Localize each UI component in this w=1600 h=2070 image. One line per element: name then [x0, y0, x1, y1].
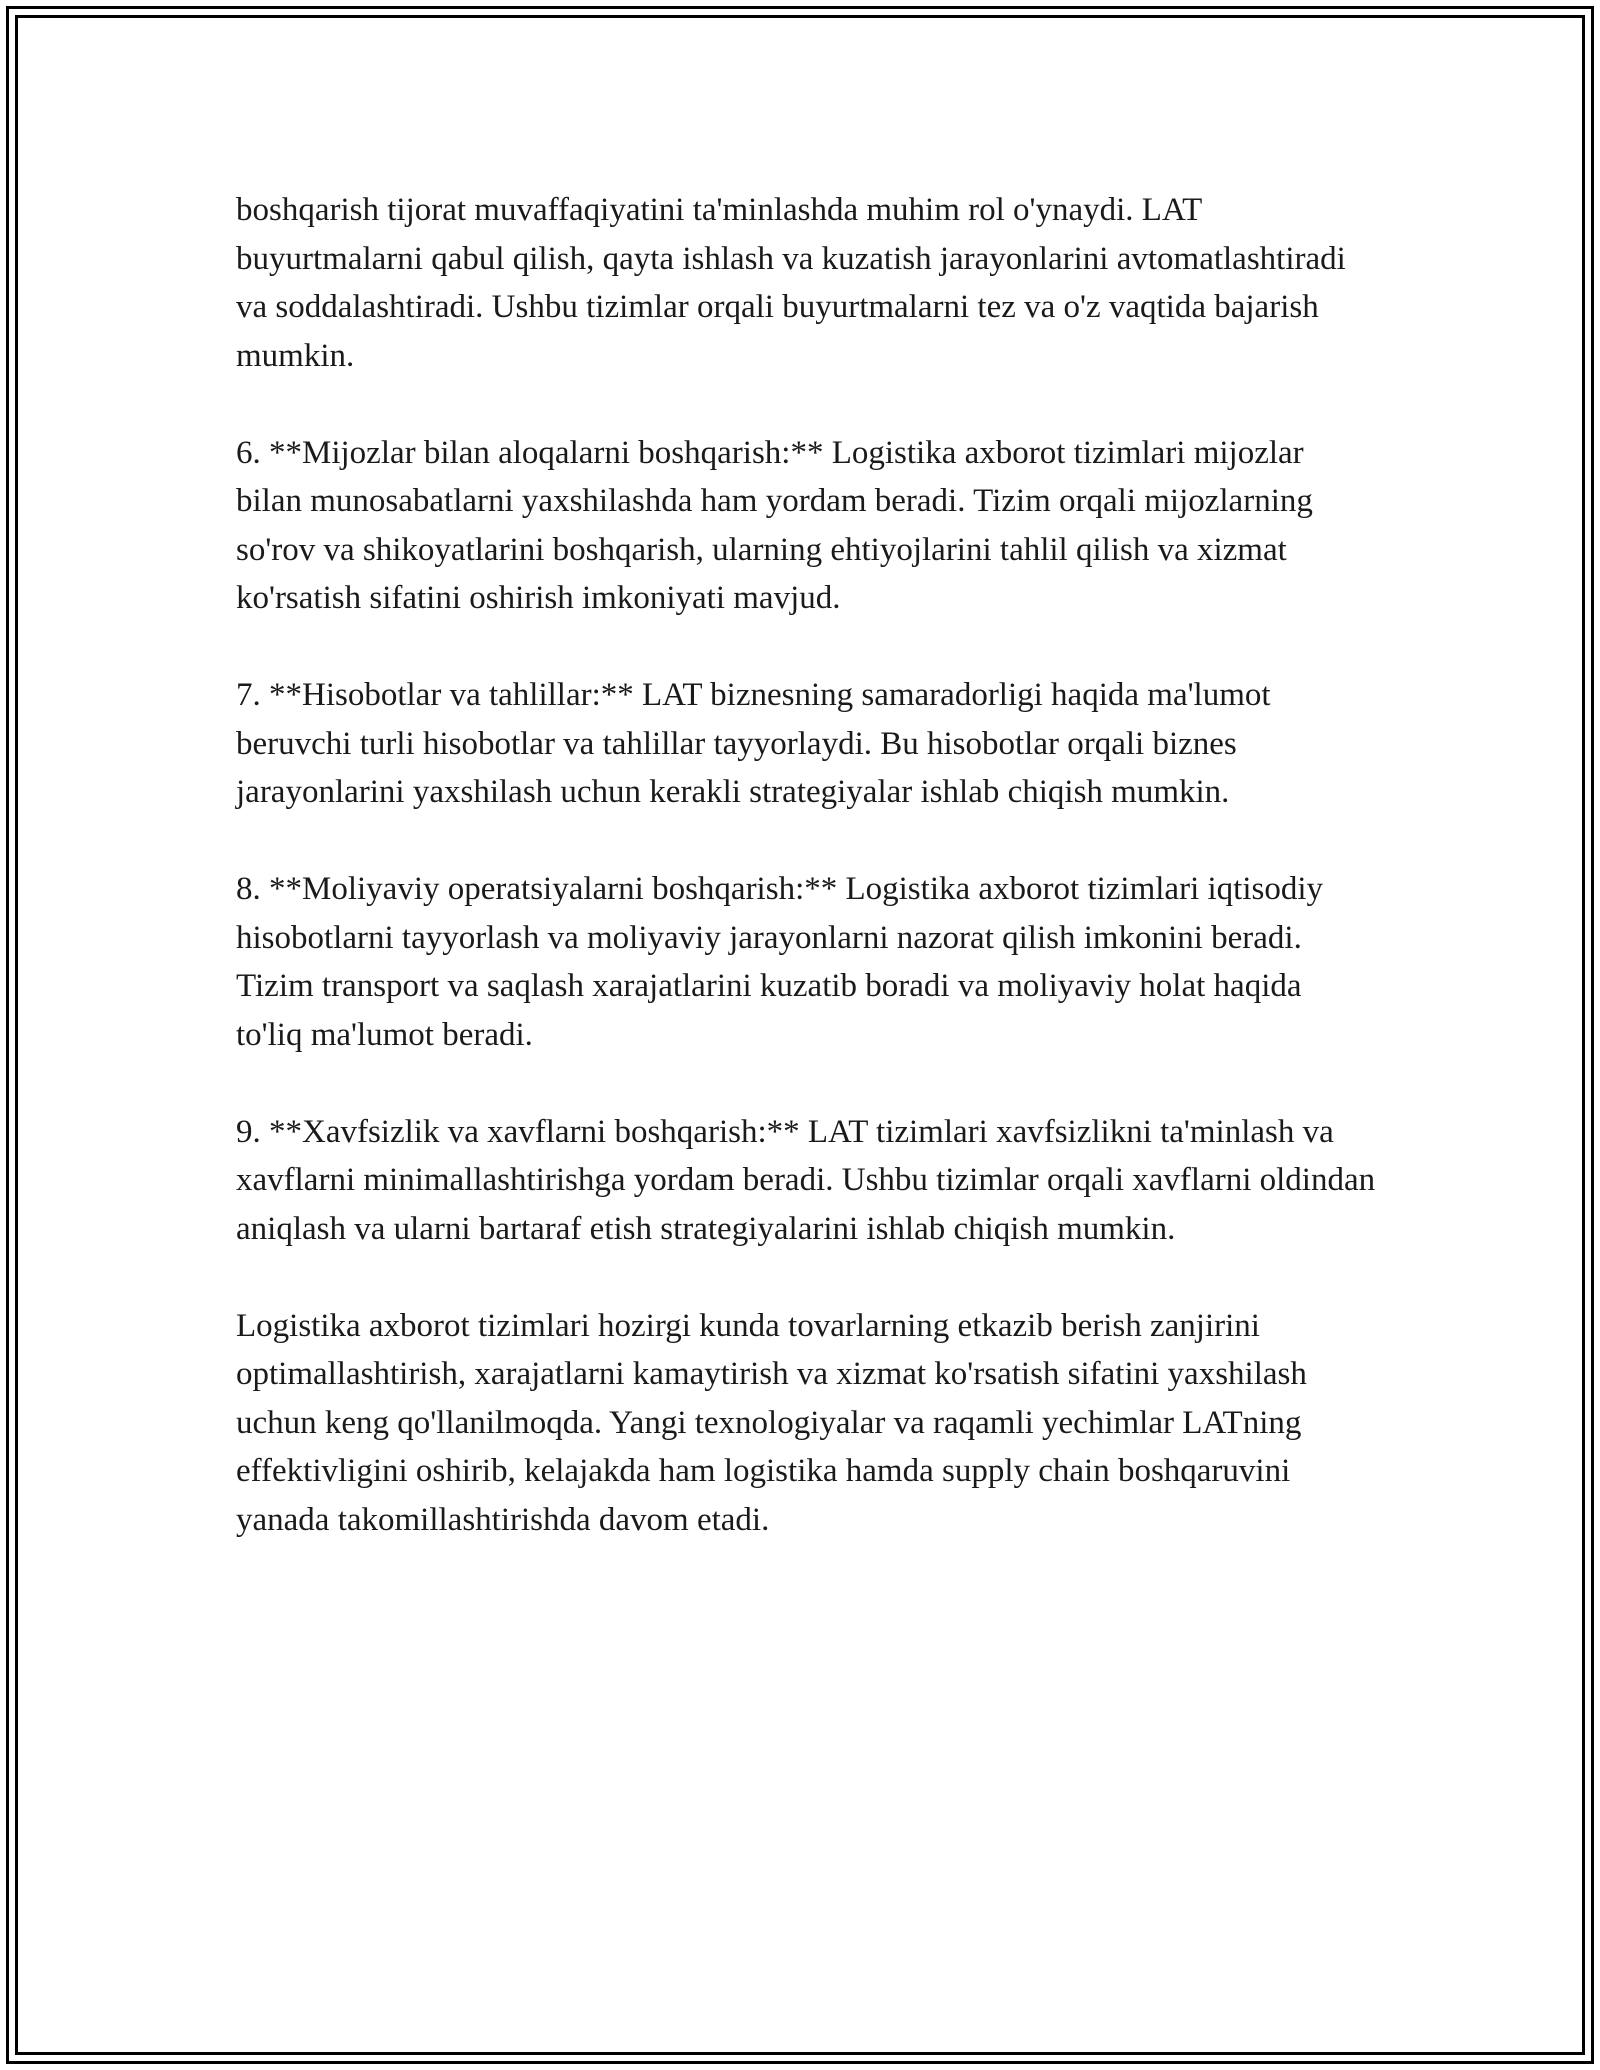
paragraph-financial-operations: 8. **Moliyaviy operatsiyalarni boshqarish:** Logistika axborot tizimlari iqtisodiy hisobotlarni tayyorlash va moliyaviy jarayonlarni nazorat qilish imkonini beradi. Tizim transport va saqlash xarajatlarini kuzatib boradi va moliyaviy holat haqida to'liq ma'lumot beradi.	[236, 871, 1324, 1053]
paragraph-order-management: boshqarish tijorat muvaffaqiyatini ta'minlashda muhim rol o'ynaydi. LAT buyurtmalarni qabul qilish, qayta ishlash va kuzatish jarayonlarini avtomatlashtiradi va soddalashtiradi. Ushbu tizimlar orqali buyurtmalarni tez va o'z vaqtida bajarish mumkin.	[236, 192, 1346, 374]
document-body	[236, 186, 1376, 1593]
paragraph-conclusion: Logistika axborot tizimlari hozirgi kunda tovarlarning etkazib berish zanjirini optimallashtirish, xarajatlarni kamaytirish va xizmat ko'rsatish sifatini yaxshilash uchun keng qo'llanilmoqda. Yangi texnologiyalar va raqamli yechimlar LATning effektivligini oshirib, kelajakda ham logistika hamda supply chain boshqaruvini yanada takomillashtirishda davom etadi.	[236, 1307, 1307, 1538]
paragraph-reports-analytics: 7. **Hisobotlar va tahlillar:** LAT biznesning samaradorligi haqida ma'lumot beruvchi turli hisobotlar va tahlillar tayyorlaydi. Bu hisobotlar orqali biznes jarayonlarini yaxshilash uchun kerakli strategiyalar ishlab chiqish mumkin.	[236, 677, 1271, 810]
paragraph-security-risk: 9. **Xavfsizlik va xavflarni boshqarish:** LAT tizimlari xavfsizlikni ta'minlash va xavflarni minimallashtirishga yordam beradi. Ushbu tizimlar orqali xavflarni oldindan aniqlash va ularni bartaraf etish strategiyalarini ishlab chiqish mumkin.	[236, 1113, 1376, 1247]
paragraph-customer-relations: 6. **Mijozlar bilan aloqalarni boshqarish:** Logistika axborot tizimlari mijozlar bilan munosabatlarni yaxshilashda ham yordam beradi. Tizim orqali mijozlarning so'rov va shikoyatlarini boshqarish, ularning ehtiyojlarini tahlil qilish va xizmat ko'rsatish sifatini oshirish imkoniyati mavjud.	[236, 434, 1313, 616]
